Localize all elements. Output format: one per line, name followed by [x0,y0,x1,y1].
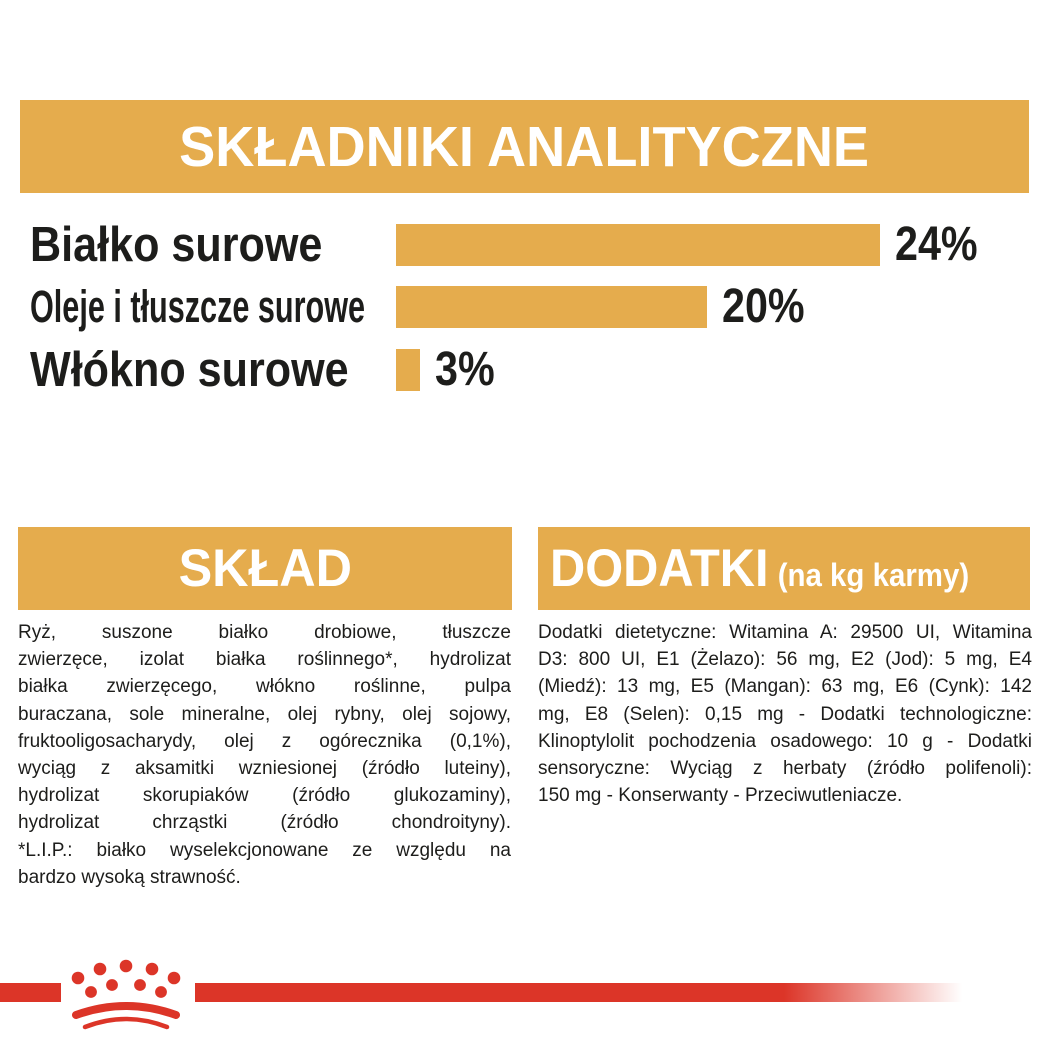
dodatki-title-main: DODATKI [550,539,769,598]
text-line: bardzo wysoką strawność. [18,866,241,888]
analytical-banner [20,100,1029,193]
text-line: hydrolizat chrząstki (źródło chondroityny). [18,812,511,834]
chart-row-label: Włókno surowe [30,343,349,397]
chart-row-label: Oleje i tłuszcze surowe [30,281,366,332]
chart-bar-group [396,280,818,333]
chart-row [0,218,1049,272]
text-line: 150 mg - Konserwanty - Przeciwutleniacze. [538,785,903,807]
sklad-title: SKŁAD [178,539,352,598]
brand-band-left [0,983,61,1002]
royal-canin-crown-icon [60,958,192,1032]
chart-row [0,343,1049,397]
text-line: mg, E8 (Selen): 0,15 mg - Dodatki technologiczne: [538,703,1032,725]
text-line: fruktooligosacharydy, olej z ogórecznika (0,1%), [18,730,511,752]
sklad-header [18,527,512,610]
text-line: hydrolizat skorupiaków (źródło glukozaminy), [18,785,511,807]
dodatki-header [538,527,1030,610]
chart-bar [396,286,707,328]
sklad-text [18,619,511,891]
text-line: Dodatki dietetyczne: Witamina A: 29500 UI, Witamina [538,622,1032,643]
chart-bar [396,224,880,266]
analytical-title: SKŁADNIKI ANALITYCZNE [179,114,870,179]
chart-row [0,280,1049,333]
dodatki-title-suffix: (na kg karmy) [777,557,970,593]
dodatki-text [538,619,1032,809]
text-line: sensoryczne: Wyciąg z herbaty (źródło polifenoli): [538,758,1032,780]
text-line: *L.I.P.: białko wyselekcjonowane ze względu na [18,839,511,861]
text-line: wyciąg z aksamitki wzniesionej (źródło luteiny), [18,758,511,780]
chart-bar [396,349,420,391]
chart-bar-value: 3% [435,343,495,396]
chart-bar-group [396,343,504,396]
text-line: buraczana, sole mineralne, olej rybny, olej sojowy, [18,703,511,725]
dodatki-title [550,538,969,599]
brand-band [195,983,970,1002]
text-line: Ryż, suszone białko drobiowe, tłuszcze [18,622,511,643]
text-line: białka zwierzęcego, włókno roślinne, pulpa [18,676,511,698]
chart-bar-group [396,218,991,271]
text-line: D3: 800 UI, E1 (Żelazo): 56 mg, E2 (Jod): 5 mg, E4 [538,649,1032,671]
chart-bar-value: 20% [722,280,805,333]
text-line: (Miedź): 13 mg, E5 (Mangan): 63 mg, E6 (Cynk): 142 [538,676,1032,698]
text-line: zwierzęce, izolat białka roślinnego*, hydrolizat [18,649,511,671]
chart-bar-value: 24% [895,218,978,271]
chart-row-label: Białko surowe [30,218,323,272]
text-line: Klinoptylolit pochodzenia osadowego: 10 g - Dodatki [538,730,1032,752]
